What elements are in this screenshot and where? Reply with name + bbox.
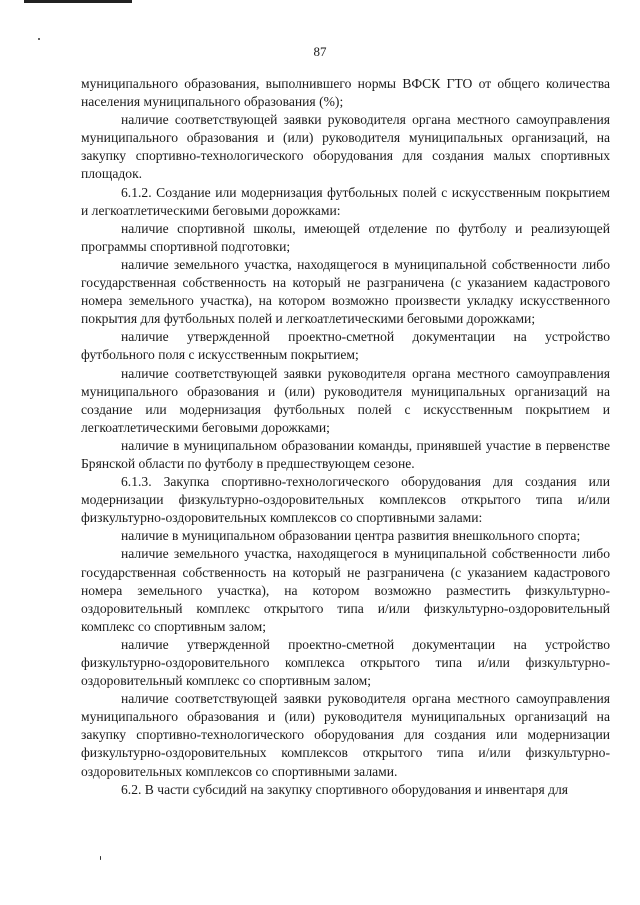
paragraph: наличие земельного участка, находящегося в муниципальной собственности либо государственная собственность на который не разграничена (с указанием кадастрового номера земельного участка), на котором возможно разместить физкультурно-оздоровительный комплекс открытого типа и/или физкультурно-оздоровительный комплекс со спортивным залом; — [81, 546, 610, 634]
paragraph: наличие утвержденной проектно-сметной документации на устройство физкультурно-оздоровительного комплекса открытого типа и/или физкультурно-оздоровительный комплекс со спортивным залом; — [81, 636, 610, 689]
paragraph: наличие в муниципальном образовании команды, принявшей участие в первенстве Брянской области по футболу в предшествующем сезоне. — [81, 437, 610, 471]
paragraph: 6.2. В части субсидий на закупку спортивного оборудования и инвентаря для — [121, 781, 569, 797]
paragraph: муниципального образования, выполнившего нормы ВФСК ГТО от общего количества населения муниципального образования (%); — [81, 76, 610, 110]
paragraph: наличие утвержденной проектно-сметной документации на устройство футбольного поля с искусственным покрытием; — [81, 329, 610, 363]
scan-speck — [38, 38, 40, 40]
paragraph: наличие земельного участка, находящегося в муниципальной собственности либо государственная собственность на который не разграничена (с указанием кадастрового номера земельного участка), на котором возможно произвести укладку искусственного покрытия для футбольных полей и легкоатлетическими беговыми дорожками; — [81, 256, 610, 327]
page-number: 87 — [313, 44, 327, 59]
paragraph: наличие соответствующей заявки руководителя органа местного самоуправления муниципального образования и (или) руководителя муниципальных организаций на закупку спортивно-технологического оборудования для создания или модернизации физкультурно-оздоровительных комплексов открытого типа и/или физкультурно-оздоровительных комплексов со спортивными залами. — [81, 691, 610, 779]
page-text — [81, 75, 610, 799]
paragraph: наличие соответствующей заявки руководителя органа местного самоуправления муниципального образования и (или) руководителя муниципальных организаций на создание или модернизация футбольных полей с искусственным покрытием и легкоатлетическими беговыми дорожками; — [81, 365, 610, 435]
top-rule-line — [24, 0, 132, 3]
paragraph: 6.1.2. Создание или модернизация футбольных полей с искусственным покрытием и легкоатлетическими беговыми дорожками: — [81, 184, 610, 218]
paragraph: наличие спортивной школы, имеющей отделение по футболу и реализующей программы спортивной подготовки; — [81, 220, 610, 254]
scan-speck — [100, 856, 101, 860]
paragraph: 6.1.3. Закупка спортивно-технологического оборудования для создания или модернизации физкультурно-оздоровительных комплексов открытого типа и/или физкультурно-оздоровительных комплексов со спортивными залами: — [81, 474, 610, 526]
paragraph: наличие соответствующей заявки руководителя органа местного самоуправления муниципального образования и (или) руководителя муниципальных организаций, на закупку спортивно-технологического оборудования для создания малых спортивных площадок. — [81, 112, 610, 182]
paragraph: наличие в муниципальном образовании центра развития внешкольного спорта; — [121, 528, 581, 544]
